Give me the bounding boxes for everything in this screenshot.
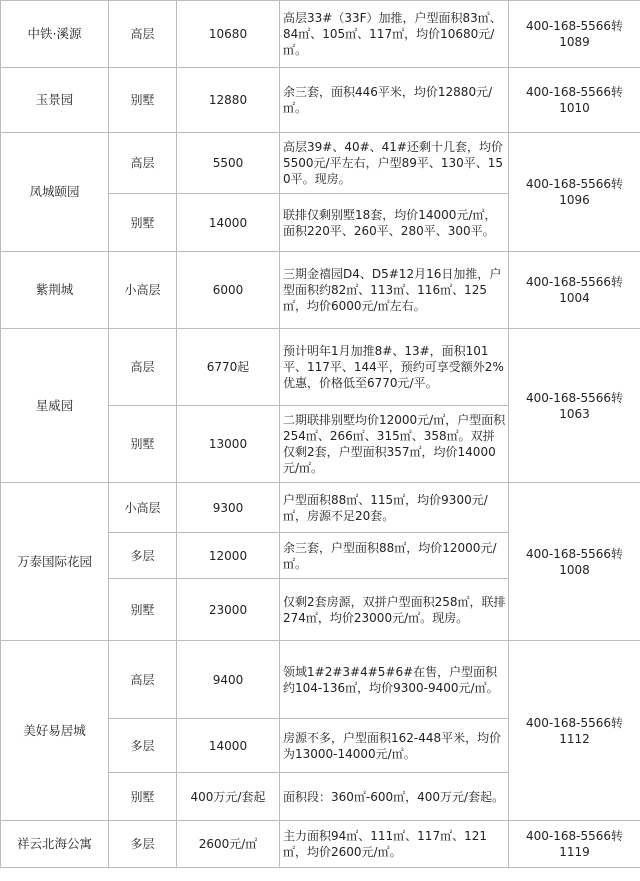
building-type: 别墅 [109,194,177,252]
description: 三期金禧园D4、D5#12月16日加推，户型面积约82㎡、113㎡、116㎡、125㎡，均价6000元/㎡左右。 [280,252,509,329]
project-name: 美好易居城 [1,641,109,821]
price: 9300 [177,483,280,533]
table-row [1,483,640,533]
description: 面积段：360㎡-600㎡，400万元/套起。 [280,773,509,821]
price: 5500 [177,133,280,194]
description: 户型面积88㎡、115㎡，均价9300元/㎡，房源不足20套。 [280,483,509,533]
building-type: 小高层 [109,483,177,533]
project-name: 玉景园 [1,68,109,133]
price: 400万元/套起 [177,773,280,821]
building-type: 多层 [109,821,177,868]
project-name: 紫荆城 [1,252,109,329]
building-type: 别墅 [109,773,177,821]
price: 13000 [177,406,280,483]
phone-number: 400-168-5566转1063 [509,329,640,483]
table-row [1,133,640,194]
price: 12880 [177,68,280,133]
table-row [1,821,640,868]
building-type: 高层 [109,329,177,406]
price: 12000 [177,533,280,579]
table-row [1,1,640,68]
building-type: 高层 [109,1,177,68]
phone-number: 400-168-5566转1004 [509,252,640,329]
description: 高层33#（33F）加推，户型面积83㎡、84㎡、105㎡、117㎡，均价10680元/㎡。 [280,1,509,68]
price: 14000 [177,719,280,773]
building-type: 别墅 [109,68,177,133]
description: 二期联排别墅均价12000元/㎡，户型面积254㎡、266㎡、315㎡、358㎡。双拼仅剩2套，户型面积357㎡，均价14000元/㎡。 [280,406,509,483]
phone-number: 400-168-5566转1010 [509,68,640,133]
table-row [1,641,640,719]
table-row [1,68,640,133]
building-type: 别墅 [109,406,177,483]
project-name: 万泰国际花园 [1,483,109,641]
project-name: 中铁·溪源 [1,1,109,68]
building-type: 多层 [109,533,177,579]
price: 23000 [177,579,280,641]
phone-number: 400-168-5566转1112 [509,641,640,821]
description: 联排仅剩别墅18套，均价14000元/㎡，面积220平、260平、280平、300平。 [280,194,509,252]
project-name: 凤城颐园 [1,133,109,252]
price: 9400 [177,641,280,719]
price: 10680 [177,1,280,68]
price: 2600元/㎡ [177,821,280,868]
table-row [1,252,640,329]
description: 主力面积94㎡、111㎡、117㎡、121㎡，均价2600元/㎡。 [280,821,509,868]
phone-number: 400-168-5566转1008 [509,483,640,641]
building-type: 高层 [109,641,177,719]
price: 14000 [177,194,280,252]
project-name: 星威园 [1,329,109,483]
building-type: 多层 [109,719,177,773]
description: 高层39#、40#、41#还剩十几套，均价5500元/平左右，户型89平、130平、150平。现房。 [280,133,509,194]
price: 6770起 [177,329,280,406]
description: 仅剩2套房源，双拼户型面积258㎡，联排274㎡，均价23000元/㎡。现房。 [280,579,509,641]
project-name: 祥云北海公寓 [1,821,109,868]
description: 余三套，面积446平米，均价12880元/㎡。 [280,68,509,133]
price: 6000 [177,252,280,329]
building-type: 别墅 [109,579,177,641]
phone-number: 400-168-5566转1089 [509,1,640,68]
description: 余三套，户型面积88㎡，均价12000元/㎡。 [280,533,509,579]
description: 领域1#2#3#4#5#6#在售，户型面积约104-136㎡，均价9300-9400元/㎡。 [280,641,509,719]
building-type: 小高层 [109,252,177,329]
phone-number: 400-168-5566转1119 [509,821,640,868]
phone-number: 400-168-5566转1096 [509,133,640,252]
description: 预计明年1月加推8#、13#，面积101平、117平、144平，预约可享受额外2%优惠，价格低至6770元/平。 [280,329,509,406]
building-type: 高层 [109,133,177,194]
table-row [1,329,640,406]
description: 房源不多，户型面积162-448平米，均价为13000-14000元/㎡。 [280,719,509,773]
